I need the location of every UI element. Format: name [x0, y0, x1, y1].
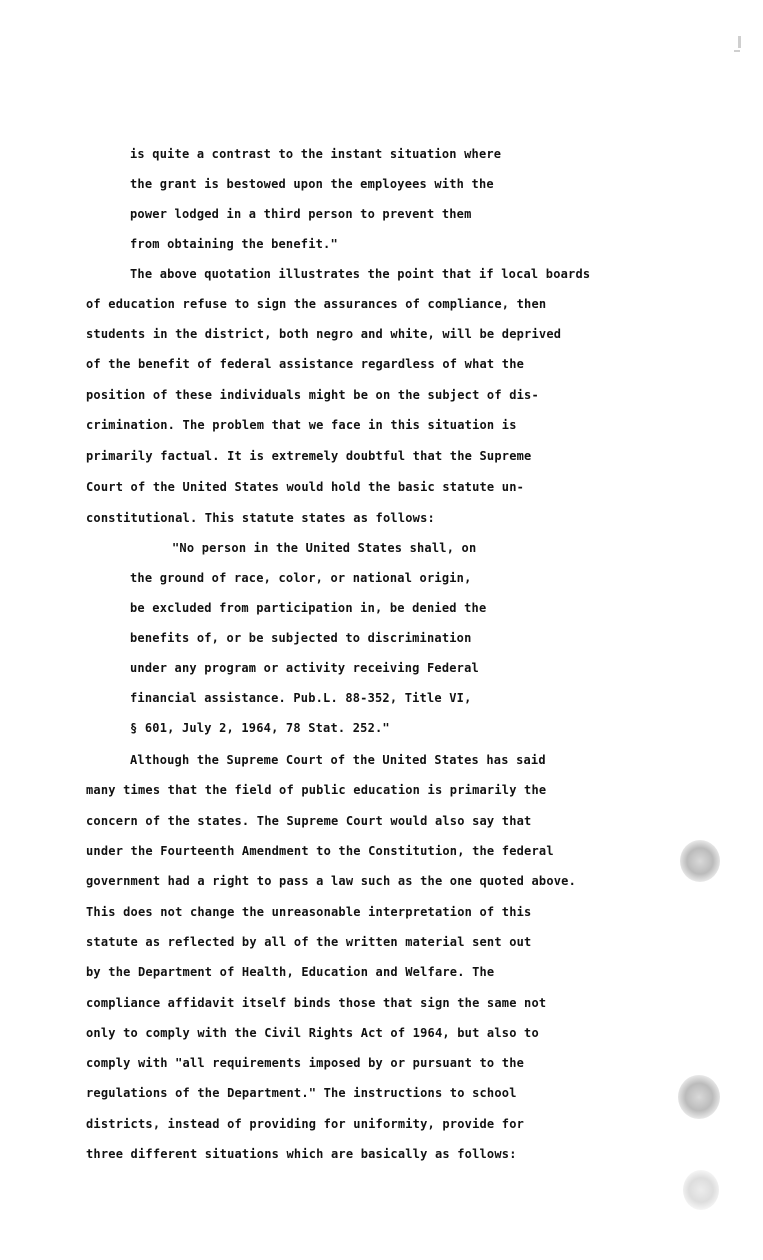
text-line: power lodged in a third person to prevent them [130, 207, 472, 221]
text-line: of the benefit of federal assistance regardless of what the [86, 357, 525, 371]
quote-line: financial assistance. Pub.L. 88-352, Title VI, [130, 691, 472, 705]
scan-edge-mark [738, 36, 741, 48]
text-line: of education refuse to sign the assurances of compliance, then [86, 297, 547, 311]
text-line: by the Department of Health, Education and Welfare. The [86, 965, 495, 979]
text-line: three different situations which are basically as follows: [86, 1147, 517, 1161]
text-line: statute as reflected by all of the written material sent out [86, 935, 532, 949]
text-line: Court of the United States would hold the basic statute un- [86, 480, 525, 494]
text-line: districts, instead of providing for uniformity, provide for [86, 1117, 525, 1131]
text-line: Although the Supreme Court of the United States has said [130, 753, 546, 767]
quote-line: be excluded from participation in, be denied the [130, 601, 487, 615]
scan-hole-mark [683, 1170, 719, 1210]
text-line: concern of the states. The Supreme Court would also say that [86, 814, 532, 828]
text-line: primarily factual. It is extremely doubtful that the Supreme [86, 449, 532, 463]
text-line: This does not change the unreasonable interpretation of this [86, 905, 532, 919]
text-line: government had a right to pass a law such as the one quoted above. [86, 874, 577, 888]
text-line: many times that the field of public education is primarily the [86, 783, 547, 797]
quote-line: benefits of, or be subjected to discrimination [130, 631, 472, 645]
quote-line: "No person in the United States shall, on [172, 541, 477, 555]
text-line: under the Fourteenth Amendment to the Constitution, the federal [86, 844, 554, 858]
scan-hole-mark [678, 1075, 720, 1119]
text-line: students in the district, both negro and white, will be deprived [86, 327, 562, 341]
text-line: the grant is bestowed upon the employees with the [130, 177, 494, 191]
text-line: The above quotation illustrates the point that if local boards [130, 267, 591, 281]
text-line: only to comply with the Civil Rights Act of 1964, but also to [86, 1026, 539, 1040]
text-line: position of these individuals might be on the subject of dis- [86, 388, 539, 402]
text-line: compliance affidavit itself binds those that sign the same not [86, 996, 547, 1010]
text-line: crimination. The problem that we face in this situation is [86, 418, 517, 432]
text-line: is quite a contrast to the instant situation where [130, 147, 502, 161]
quote-line: under any program or activity receiving Federal [130, 661, 479, 675]
text-line: constitutional. This statute states as follows: [86, 511, 435, 525]
quote-line: § 601, July 2, 1964, 78 Stat. 252." [130, 721, 390, 735]
scan-hole-mark [680, 840, 720, 882]
scan-edge-mark [734, 50, 740, 52]
text-line: from obtaining the benefit." [130, 237, 338, 251]
quote-line: the ground of race, color, or national origin, [130, 571, 472, 585]
text-line: regulations of the Department." The instructions to school [86, 1086, 517, 1100]
text-line: comply with "all requirements imposed by or pursuant to the [86, 1056, 525, 1070]
